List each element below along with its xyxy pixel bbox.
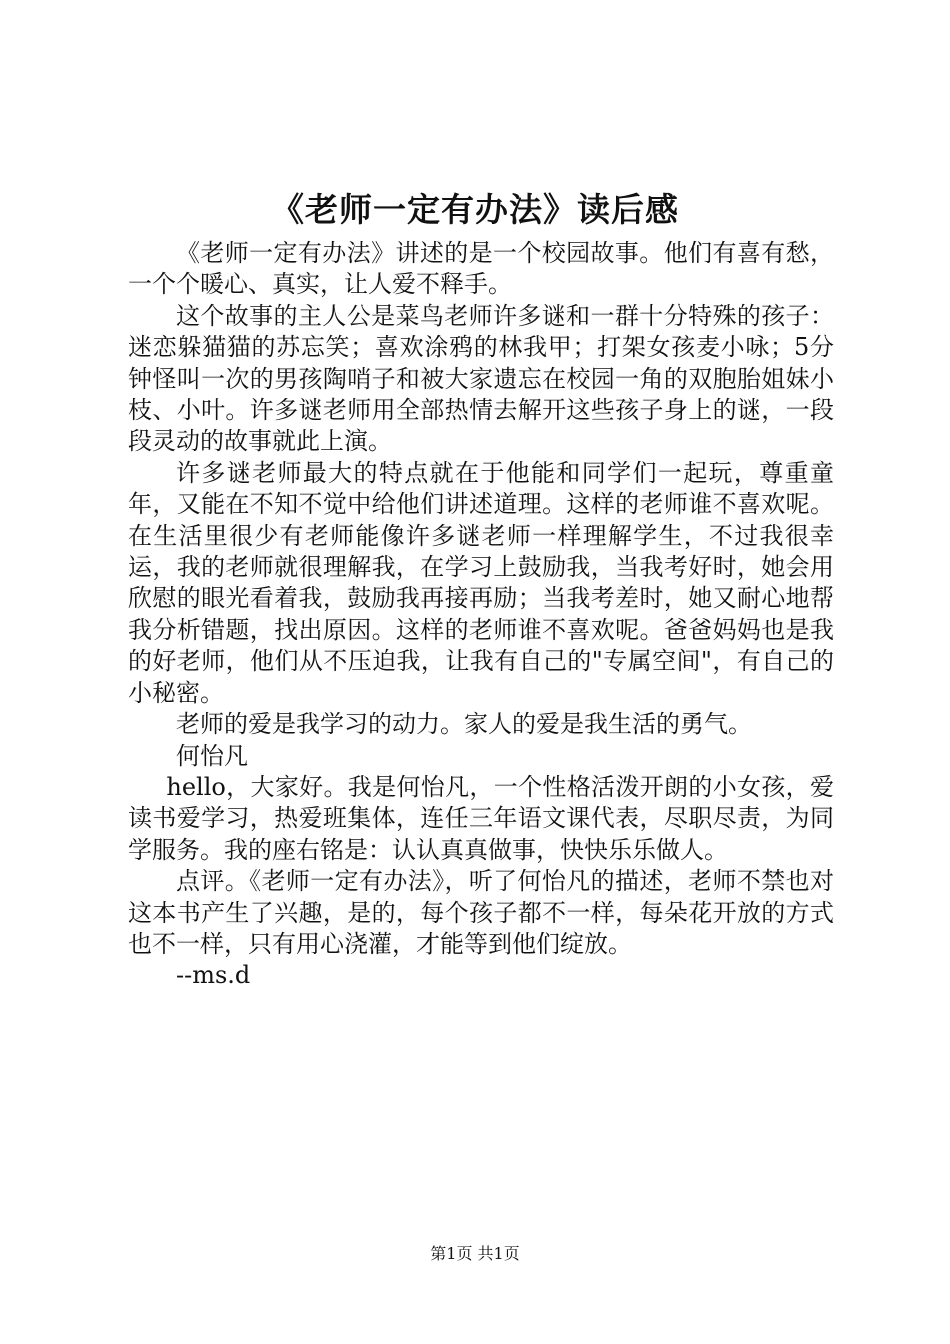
page-footer: 第1页 共1页 — [430, 1244, 520, 1263]
paragraph-comment: 点评。《老师一定有办法》，听了何怡凡的描述，老师不禁也对这本书产生了兴趣，是的，每个孩子都不一样，每朵花开放的方式也不一样，只有用心浇灌，才能等到他们绽放。 — [128, 867, 834, 958]
comment-signature: --ms.d — [176, 961, 251, 990]
author-name: 何怡凡 — [176, 741, 248, 770]
paragraph-characters: 这个故事的主人公是菜鸟老师许多谜和一群十分特殊的孩子：迷恋躲猫猫的苏忘笑；喜欢涂鸦的林我甲；打架女孩麦小咏；5分钟怪叫一次的男孩陶哨子和被大家遗忘在校园一角的双胞胎姐妹小枝、小叶。许多谜老师用全部热情去解开这些孩子身上的谜，一段段灵动的故事就此上演。 — [128, 301, 834, 456]
document-body — [128, 238, 834, 992]
paragraph-self-intro: hello，大家好。我是何怡凡，一个性格活泼开朗的小女孩，爱读书爱学习，热爱班集体，连任三年语文课代表，尽职尽责，为同学服务。我的座右铭是：认认真真做事，快快乐乐做人。 — [128, 772, 834, 864]
paragraph-intro: 《老师一定有办法》讲述的是一个校园故事。他们有喜有愁，一个个暖心、真实，让人爱不释手。 — [128, 239, 834, 299]
document-title: 《老师一定有办法》读后感 — [271, 190, 679, 229]
paragraph-conclusion: 老师的爱是我学习的动力。家人的爱是我生活的勇气。 — [176, 710, 752, 739]
paragraph-teacher: 许多谜老师最大的特点就在于他能和同学们一起玩，尊重童年，又能在不知不觉中给他们讲述道理。这样的老师谁不喜欢呢。在生活里很少有老师能像许多谜老师一样理解学生，不过我很幸运，我的老师就很理解我，在学习上鼓励我，当我考好时，她会用欣慰的眼光看着我，鼓励我再接再励；当我考差时，她又耐心地帮我分析错题，找出原因。这样的老师谁不喜欢呢。爸爸妈妈也是我的好老师，他们从不压迫我，让我有自己的"专属空间"，有自己的小秘密。 — [128, 458, 834, 707]
